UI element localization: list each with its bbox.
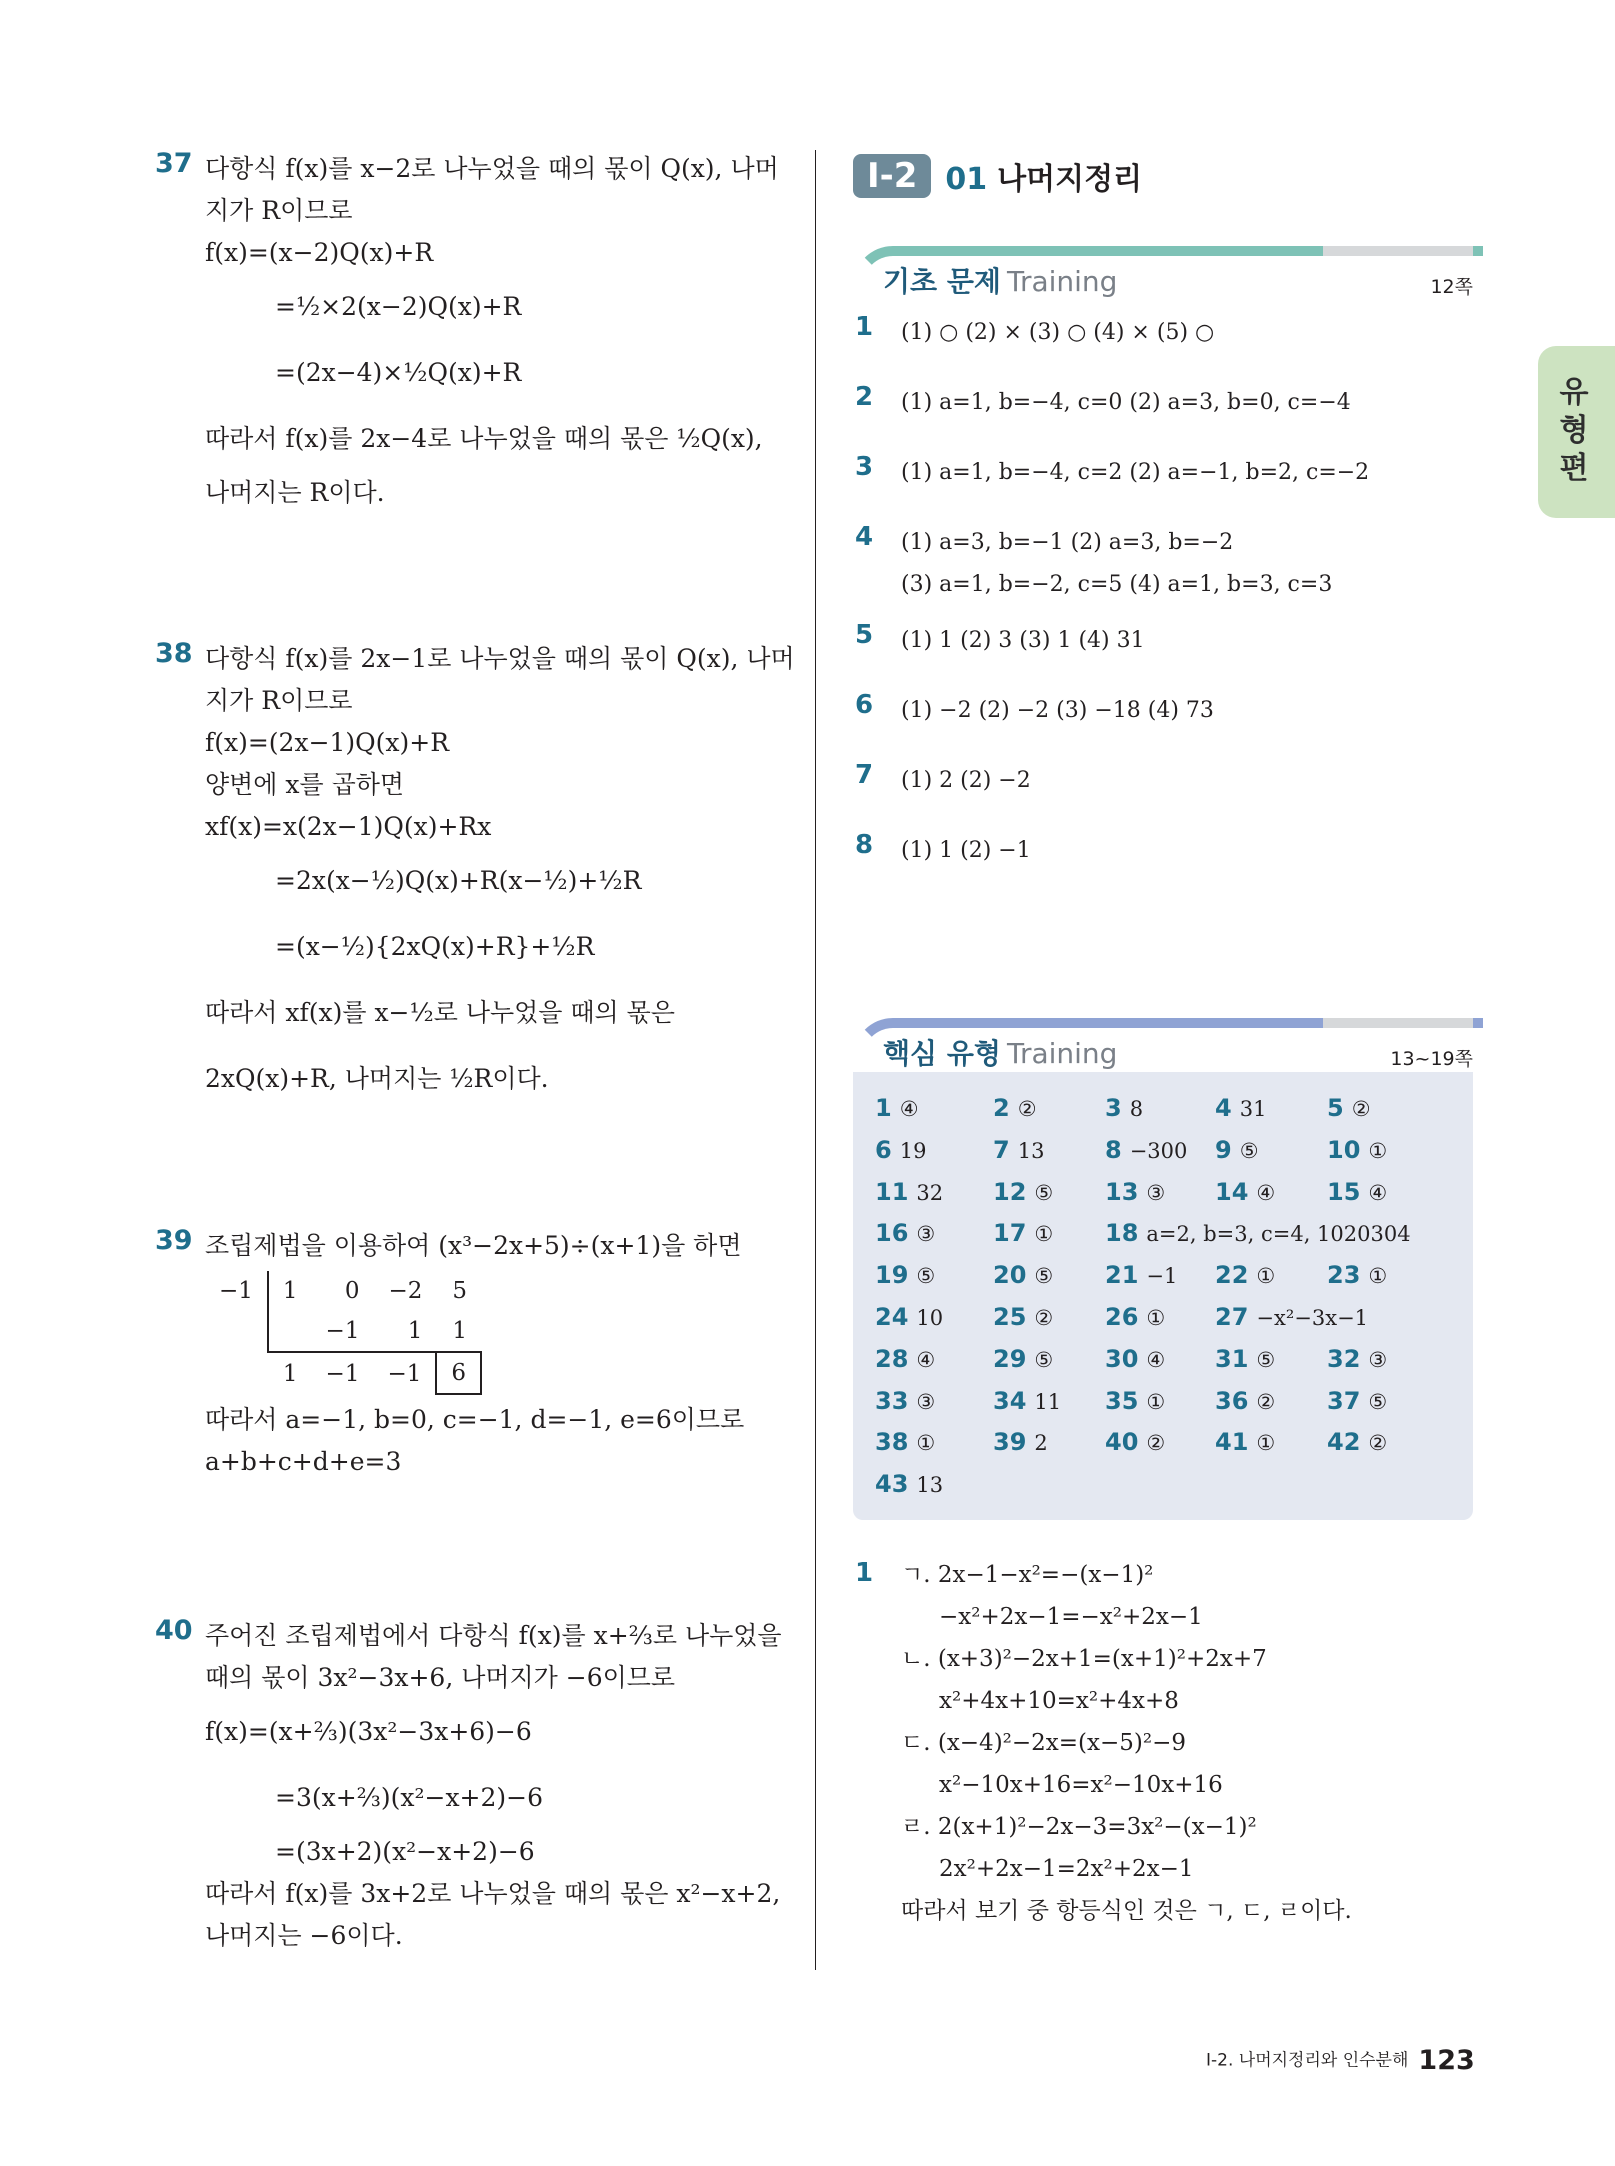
core-answer-cell <box>875 1381 993 1423</box>
answer-row <box>853 380 1473 450</box>
equation-line: =(3x+2)(x²−x+2)−6 <box>275 1837 535 1866</box>
answer-text: (1) 2 (2) −2 <box>901 768 1031 793</box>
core-answer-cell <box>1327 1130 1437 1172</box>
solution-line: 따라서 보기 중 항등식인 것은 ㄱ, ㄷ, ㄹ이다. <box>901 1897 1352 1924</box>
core-answer-number: 43 <box>875 1470 909 1499</box>
equation-line: =½×2(x−2)Q(x)+R <box>275 292 522 321</box>
synth-cell <box>268 1311 312 1352</box>
core-answers-box <box>853 1072 1473 1520</box>
core-answer-number: 38 <box>875 1428 909 1457</box>
synthetic-division <box>205 1271 795 1395</box>
core-answer-number: 22 <box>1215 1261 1249 1290</box>
synth-cell: −1 <box>312 1352 374 1394</box>
core-answer-value: ① <box>1146 1389 1166 1414</box>
core-answer-number: 33 <box>875 1386 909 1415</box>
answer-number: 8 <box>855 830 874 860</box>
text-line: 나머지는 R이다. <box>205 478 385 507</box>
core-answer-value: ② <box>1146 1431 1166 1456</box>
core-answer-value: ③ <box>1368 1347 1388 1372</box>
core-answer-number: 37 <box>1327 1386 1361 1415</box>
core-answer-number: 29 <box>993 1344 1027 1373</box>
answer-number: 1 <box>855 312 874 342</box>
core-answer-number: 19 <box>875 1261 909 1290</box>
equation-line: a+b+c+d+e=3 <box>205 1447 402 1476</box>
core-answer-cell <box>875 1172 993 1214</box>
core-answer-value: 31 <box>1239 1097 1267 1121</box>
core-answer-number: 11 <box>875 1177 909 1206</box>
core-answer-cell <box>875 1297 993 1339</box>
core-answer-cell <box>1215 1130 1327 1172</box>
core-answer-cell <box>875 1464 993 1506</box>
core-answer-cell <box>875 1088 993 1130</box>
solution-line: ㄴ. (x+3)²−2x+1=(x+1)²+2x+7 <box>901 1645 1267 1672</box>
synth-remainder: 6 <box>436 1352 481 1394</box>
text-line: 다항식 f(x)를 2x−1로 나누었을 때의 몫이 Q(x), 나머 <box>205 644 795 673</box>
core-answer-number: 25 <box>993 1302 1027 1331</box>
section-title <box>945 154 1142 198</box>
core-answer-value: ④ <box>899 1097 919 1121</box>
core-answer-cell <box>1215 1297 1437 1339</box>
core-answer-cell <box>993 1381 1105 1423</box>
answer-text: (3) a=1, b=−2, c=5 (4) a=1, b=3, c=3 <box>901 572 1333 597</box>
text-line: 따라서 f(x)를 2x−4로 나누었을 때의 몫은 ½Q(x), <box>205 424 763 453</box>
equation-line: =2x(x−½)Q(x)+R(x−½)+½R <box>275 866 642 895</box>
problem-38 <box>155 638 795 1225</box>
synth-cell: −2 <box>388 1278 423 1304</box>
answer-text: (1) −2 (2) −2 (3) −18 (4) 73 <box>901 698 1214 723</box>
core-answer-number: 39 <box>993 1428 1027 1457</box>
core-answer-value: ④ <box>1368 1180 1388 1205</box>
core-answer-value: ① <box>1256 1431 1276 1456</box>
answer-text: (1) 1 (2) 3 (3) 1 (4) 31 <box>901 628 1145 653</box>
text-line: 다항식 f(x)를 x−2로 나누었을 때의 몫이 Q(x), 나머 <box>205 154 779 183</box>
core-answer-cell <box>993 1172 1105 1214</box>
core-answer-value: ⑤ <box>1034 1264 1054 1289</box>
footer-label: Ⅰ-2. 나머지정리와 인수분해 <box>1206 2050 1409 2071</box>
core-answer-value: −x²−3x−1 <box>1256 1305 1369 1330</box>
core-answer-value: ① <box>1256 1264 1276 1289</box>
core-answer-cell <box>875 1255 993 1297</box>
page-footer <box>1206 2045 1475 2076</box>
core-answer-cell <box>1327 1381 1437 1423</box>
core-answer-number: 13 <box>1105 1177 1139 1206</box>
core-answer-number: 30 <box>1105 1344 1139 1373</box>
core-answer-number: 10 <box>1327 1135 1361 1164</box>
core-answer-number: 26 <box>1105 1302 1139 1331</box>
core-answer-value: ② <box>1017 1097 1037 1121</box>
solution-line: 2x²+2x−1=2x²+2x−1 <box>939 1855 1194 1882</box>
synth-cell: −1 <box>373 1352 436 1394</box>
core-answer-cell <box>993 1213 1105 1255</box>
problem-37 <box>155 148 795 638</box>
answer-number: 2 <box>855 382 874 412</box>
answer-row <box>853 688 1473 758</box>
chapter-tag: Ⅰ-2 <box>853 154 931 198</box>
solution-line: x²+4x+10=x²+4x+8 <box>939 1687 1179 1714</box>
basic-answers <box>853 310 1473 898</box>
answer-text-block <box>901 522 1332 606</box>
core-answer-cell <box>1105 1130 1215 1172</box>
core-answer-number: 34 <box>993 1386 1027 1415</box>
solution-line: ㄱ. 2x−1−x²=−(x−1)² <box>901 1561 1154 1588</box>
core-answer-cell <box>993 1130 1105 1172</box>
core-answer-number: 6 <box>875 1135 892 1164</box>
core-answer-cell <box>1105 1339 1215 1381</box>
answer-text: (1) a=1, b=−4, c=0 (2) a=3, b=0, c=−4 <box>901 390 1351 415</box>
header-arc-grey <box>1323 246 1473 256</box>
core-answer-value: ⑤ <box>1034 1347 1054 1372</box>
left-column <box>155 148 795 1957</box>
text-line: 따라서 f(x)를 3x+2로 나누었을 때의 몫은 x²−x+2, <box>205 1879 781 1908</box>
core-answer-number: 28 <box>875 1344 909 1373</box>
page-ref: 13~19쪽 <box>1390 1048 1473 1070</box>
solution-1 <box>853 1554 1473 1932</box>
header-arc-grey <box>1323 1018 1473 1028</box>
equation-line: =3(x+⅔)(x²−x+2)−6 <box>275 1783 544 1812</box>
text-line: 지가 R이므로 <box>205 686 353 715</box>
side-tab <box>1538 346 1615 518</box>
page-ref: 12쪽 <box>1430 276 1473 298</box>
answer-text: (1) ○ (2) × (3) ○ (4) × (5) ○ <box>901 320 1215 345</box>
core-answer-number: 17 <box>993 1219 1027 1248</box>
core-answer-cell <box>1215 1381 1327 1423</box>
core-answer-value: ⑤ <box>1034 1180 1054 1205</box>
core-answer-number: 27 <box>1215 1302 1249 1331</box>
core-answer-number: 41 <box>1215 1428 1249 1457</box>
answer-number: 5 <box>855 620 874 650</box>
problem-number: 37 <box>155 148 193 179</box>
core-answer-cell <box>1327 1339 1437 1381</box>
title-en: Training <box>1006 1037 1118 1070</box>
text-line: 주어진 조립제법에서 다항식 f(x)를 x+⅔로 나누었을 <box>205 1621 782 1650</box>
text-line: 따라서 xf(x)를 x−½로 나누었을 때의 몫은 <box>205 998 675 1027</box>
side-tab-label: 유형편 <box>1559 375 1589 486</box>
core-training-header <box>853 1018 1473 1078</box>
core-answer-cell <box>993 1422 1105 1464</box>
core-answer-number: 23 <box>1327 1261 1361 1290</box>
core-answer-value: ④ <box>1256 1180 1276 1205</box>
core-answer-value: ① <box>1368 1264 1388 1289</box>
core-answer-number: 3 <box>1105 1094 1122 1122</box>
problem-number: 38 <box>155 638 193 669</box>
core-answer-number: 5 <box>1327 1094 1344 1122</box>
core-answer-value: 19 <box>899 1138 927 1163</box>
core-answer-number: 40 <box>1105 1428 1139 1457</box>
equation-line: f(x)=(x+⅔)(3x²−3x+6)−6 <box>205 1717 532 1746</box>
core-answer-cell <box>993 1088 1105 1130</box>
core-answer-value: ⑤ <box>916 1264 936 1289</box>
core-answer-number: 14 <box>1215 1177 1249 1206</box>
core-answer-value: ② <box>1256 1389 1276 1414</box>
text-line: 2xQ(x)+R, 나머지는 ½R이다. <box>205 1064 549 1093</box>
text-line: 때의 몫이 3x²−3x+6, 나머지가 −6이므로 <box>205 1663 676 1692</box>
core-answer-value: 13 <box>1017 1138 1045 1163</box>
page-number: 123 <box>1418 2045 1475 2076</box>
solution-line: x²−10x+16=x²−10x+16 <box>939 1771 1223 1798</box>
core-answer-cell <box>1327 1255 1437 1297</box>
synth-divisor: −1 <box>205 1271 268 1311</box>
core-answer-cell <box>1215 1088 1327 1130</box>
core-answer-cell <box>1327 1088 1437 1130</box>
solution-line: ㄹ. 2(x+1)²−2x−3=3x²−(x−1)² <box>901 1813 1257 1840</box>
core-answer-number: 32 <box>1327 1344 1361 1373</box>
answer-row <box>853 450 1473 520</box>
equation-line: f(x)=(2x−1)Q(x)+R <box>205 728 450 757</box>
synth-cell: 1 <box>282 1278 298 1304</box>
synth-cell <box>205 1352 268 1394</box>
core-answer-cell <box>1105 1088 1215 1130</box>
section-title-text: 나머지정리 <box>997 162 1143 197</box>
synth-cell: 1 <box>452 1318 467 1344</box>
core-answer-number: 36 <box>1215 1386 1249 1415</box>
answer-number: 6 <box>855 690 874 720</box>
answer-number: 4 <box>855 522 874 552</box>
problem-40 <box>155 1615 795 1957</box>
answer-text: (1) a=1, b=−4, c=2 (2) a=−1, b=2, c=−2 <box>901 460 1370 485</box>
core-answer-value: 32 <box>916 1180 944 1205</box>
core-answer-number: 16 <box>875 1219 909 1248</box>
core-answer-value: −300 <box>1129 1138 1188 1163</box>
text-line: 조립제법을 이용하여 (x³−2x+5)÷(x+1)을 하면 <box>205 1231 742 1260</box>
core-answer-cell <box>875 1422 993 1464</box>
core-answer-cell <box>1105 1422 1215 1464</box>
core-answer-number: 12 <box>993 1177 1027 1206</box>
core-answer-value: ① <box>1146 1305 1166 1330</box>
core-answer-cell <box>1105 1297 1215 1339</box>
core-answer-cell <box>875 1213 993 1255</box>
core-answer-cell <box>1105 1381 1215 1423</box>
core-answer-number: 8 <box>1105 1135 1122 1164</box>
core-answer-value: −1 <box>1146 1264 1178 1289</box>
solution-line: ㄷ. (x−4)²−2x=(x−5)²−9 <box>901 1729 1186 1756</box>
core-answer-number: 4 <box>1215 1094 1232 1122</box>
solution-number: 1 <box>855 1557 874 1588</box>
core-answer-number: 2 <box>993 1094 1010 1122</box>
core-answer-cell <box>993 1339 1105 1381</box>
basic-training-header <box>853 246 1473 306</box>
answer-row <box>853 758 1473 828</box>
core-answer-value: ④ <box>1146 1347 1166 1372</box>
core-answer-number: 20 <box>993 1261 1027 1290</box>
core-answer-cell <box>1105 1172 1215 1214</box>
core-answer-cell <box>993 1297 1105 1339</box>
core-answer-value: 2 <box>1034 1431 1048 1456</box>
core-answer-number: 42 <box>1327 1428 1361 1457</box>
title-en: Training <box>1006 265 1118 298</box>
answer-number: 7 <box>855 760 874 790</box>
core-answer-value: ③ <box>1146 1180 1166 1205</box>
core-answer-number: 24 <box>875 1302 909 1331</box>
title-ko: 기초 문제 <box>883 265 1001 298</box>
synth-cell: 5 <box>452 1278 467 1304</box>
answer-text: (1) 1 (2) −1 <box>901 838 1031 863</box>
core-answer-value: ⑤ <box>1256 1347 1276 1372</box>
core-answer-number: 15 <box>1327 1177 1361 1206</box>
core-answer-cell <box>1215 1255 1327 1297</box>
text-line: 양변에 x를 곱하면 <box>205 770 405 799</box>
synth-cell: 0 <box>344 1278 360 1304</box>
synth-cell: 1 <box>268 1352 312 1394</box>
core-answer-value: 13 <box>916 1473 944 1498</box>
core-answer-value: ① <box>1368 1138 1388 1163</box>
core-answer-cell <box>1105 1255 1215 1297</box>
core-answer-number: 9 <box>1215 1135 1232 1164</box>
equation-line: xf(x)=x(2x−1)Q(x)+Rx <box>205 812 492 841</box>
problem-number: 39 <box>155 1225 193 1256</box>
answer-row <box>853 310 1473 380</box>
core-answer-number: 18 <box>1105 1219 1139 1248</box>
text-line: 따라서 a=−1, b=0, c=−1, d=−1, e=6이므로 <box>205 1405 745 1434</box>
core-answer-cell <box>1327 1172 1437 1214</box>
core-answer-value: ② <box>1368 1431 1388 1456</box>
basic-training-title <box>883 260 1117 300</box>
core-answer-cell <box>1327 1422 1437 1464</box>
text-line: 나머지는 −6이다. <box>205 1921 403 1950</box>
equation-line: f(x)=(x−2)Q(x)+R <box>205 238 434 267</box>
core-answer-value: 8 <box>1129 1097 1144 1121</box>
core-answer-cell <box>875 1339 993 1381</box>
section-number: 01 <box>945 162 988 197</box>
solution-line: −x²+2x−1=−x²+2x−1 <box>939 1603 1203 1630</box>
answer-text: (1) a=3, b=−1 (2) a=3, b=−2 <box>901 530 1234 555</box>
core-answer-number: 35 <box>1105 1386 1139 1415</box>
core-answer-cell <box>993 1255 1105 1297</box>
equation-line: =(2x−4)×½Q(x)+R <box>275 358 522 387</box>
answer-row <box>853 520 1473 618</box>
core-answer-value: ② <box>1351 1097 1371 1121</box>
right-column <box>853 150 1473 1932</box>
core-answer-value: ① <box>1034 1222 1054 1247</box>
equation-line: =(x−½){2xQ(x)+R}+½R <box>275 932 595 961</box>
core-training-title <box>883 1032 1117 1072</box>
core-answer-value: 10 <box>916 1305 944 1330</box>
title-ko: 핵심 유형 <box>883 1037 1001 1070</box>
core-answer-number: 21 <box>1105 1261 1139 1290</box>
core-answer-cell <box>1215 1172 1327 1214</box>
core-answer-value: ⑤ <box>1368 1389 1388 1414</box>
core-answer-value: ⑤ <box>1239 1138 1259 1163</box>
core-answer-value: 11 <box>1034 1389 1062 1414</box>
core-answer-number: 1 <box>875 1094 892 1122</box>
core-answer-value: ① <box>916 1431 936 1456</box>
synth-cell: −1 <box>325 1318 360 1344</box>
core-answer-value: a=2, b=3, c=4, 1020304 <box>1146 1222 1411 1247</box>
synth-cell: 1 <box>407 1318 423 1344</box>
core-answer-value: ③ <box>916 1222 936 1247</box>
problem-39 <box>155 1225 795 1615</box>
text-line: 지가 R이므로 <box>205 196 353 225</box>
core-answers-grid <box>875 1088 1451 1506</box>
answer-row <box>853 618 1473 688</box>
core-answer-cell <box>875 1130 993 1172</box>
core-answer-value: ② <box>1034 1305 1054 1330</box>
section-header <box>853 150 1473 202</box>
answer-number: 3 <box>855 452 874 482</box>
core-answer-cell <box>1215 1339 1327 1381</box>
core-answer-number: 7 <box>993 1135 1010 1164</box>
answer-row <box>853 828 1473 898</box>
problem-number: 40 <box>155 1615 193 1646</box>
core-answer-number: 31 <box>1215 1344 1249 1373</box>
core-answer-value: ③ <box>916 1389 936 1414</box>
column-divider <box>815 150 816 1970</box>
core-answer-cell <box>1215 1422 1327 1464</box>
core-answer-value: ④ <box>916 1347 936 1372</box>
synth-cell <box>205 1311 268 1352</box>
core-answer-cell <box>1105 1213 1437 1255</box>
